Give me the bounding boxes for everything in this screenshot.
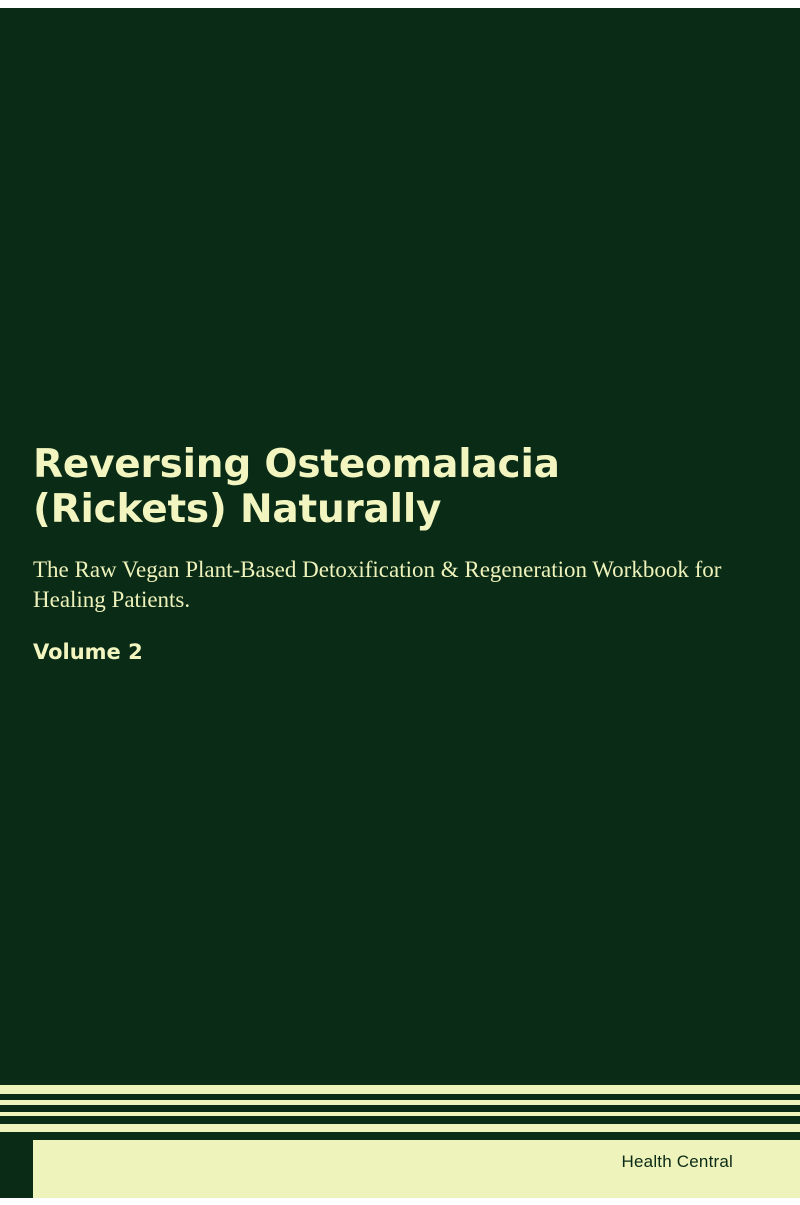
stripe-4 [0,1124,800,1132]
footer-inner [33,1140,733,1198]
stripe-1 [0,1085,800,1094]
page-title: Reversing Osteomalacia (Rickets) Naturally [33,442,560,532]
publisher-name: Health Central [621,1152,733,1171]
cover-text-block [33,443,733,664]
cover-footer [0,1140,800,1198]
stripe-2 [0,1100,800,1105]
cover-subtitle: The Raw Vegan Plant-Based Detoxification & Regeneration Workbook for Healing Patients. [33,556,722,613]
bottom-margin [0,1198,800,1205]
stripe-3 [0,1112,800,1116]
footer-notch [0,1140,33,1198]
volume-label: Volume 2 [33,639,143,664]
